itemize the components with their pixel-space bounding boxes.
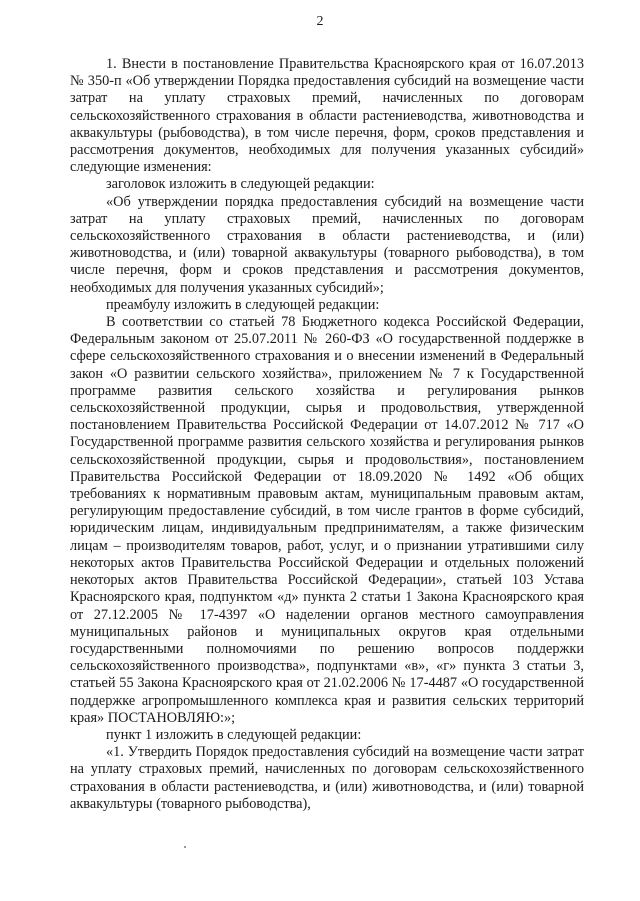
page-number: 2 [316, 14, 324, 29]
paragraph-preamble-instruction: преамбулу изложить в следующей редакции: [106, 296, 380, 313]
paragraph-new-title: «Об утверждении порядка предоставления субсидий на возмещение части затрат на уплату страховых премий, начисленных по договорам сельскохозяйственного страхования в области растениеводства, и (или) животноводства, и (или) товарной аквакультуры (товарного рыбоводства), в том числе перечня, форм и сроков представления и рассмотрения документов, необходимых для получения указанных субсидий»; [70, 193, 584, 296]
scan-speck [184, 846, 186, 848]
document-body [70, 56, 584, 813]
paragraph-amendment-intro: 1. Внести в постановление Правительства Красноярского края от 16.07.2013 № 350-п «Об утверждении Порядка предоставления субсидий на возмещение части затрат на уплату страховых премий, начисленных по договорам сельскохозяйственного страхования в области растениеводства, животноводства и аквакультуры (рыбоводства), в том числе перечня, форм, сроков представления и рассмотрения документов, необходимых для получения указанных субсидий» следующие изменения: [70, 56, 584, 176]
paragraph-point1-instruction: пункт 1 изложить в следующей редакции: [106, 726, 362, 743]
paragraph-new-preamble: В соответствии со статьей 78 Бюджетного кодекса Российской Федерации, Федеральным законом от 25.07.2011 № 260-ФЗ «О государственной поддержке в сфере сельскохозяйственного страхования и о внесении изменений в Федеральный закон «О развитии сельского хозяйства», приложением № 7 к Государственной программе развития сельского хозяйства и регулирования рынков сельскохозяйственной продукции, сырья и продовольствия, утвержденной постановлением Правительства Российской Федерации от 14.07.2012 № 717 «О Государственной программе развития сельского хозяйства и регулирования рынков сельскохозяйственной продукции, сырья и продовольствия», постановлением Правительства Российской Федерации от 18.09.2020 № 1492 «Об общих требованиях к нормативным правовым актам, муниципальным правовым актам, регулирующим предоставление субсидий, в том числе грантов в форме субсидий, юридическим лицам, индивидуальным предпринимателям, а также физическим лицам – производителям товаров, работ, услуг, и о признании утратившими силу некоторых актов Правительства Российской Федерации и отдельных положений некоторых актов Правительства Российской Федерации», статьей 103 Устава Красноярского края, подпунктом «д» пункта 2 статьи 1 Закона Красноярского края от 27.12.2005 № 17-4397 «О наделении органов местного самоуправления муниципальных районов и муниципальных округов края отдельными государственными полномочиями по решению вопросов поддержки сельскохозяйственного производства», подпунктами «в», «г» пункта 3 статьи 3, статьей 55 Закона Красноярского края от 21.02.2006 № 17-4487 «О государственной поддержке агропромышленного комплекса края и развития сельских территорий края» ПОСТАНОВЛЯЮ:»; [70, 314, 584, 726]
paragraph-title-instruction: заголовок изложить в следующей редакции: [106, 176, 375, 193]
paragraph-new-point1: «1. Утвердить Порядок предоставления субсидий на возмещение части затрат на уплату страховых премий, начисленных по договорам сельскохозяйственного страхования в области растениеводства, и (или) животноводства, и (или) товарной аквакультуры (товарного рыбоводства), [70, 744, 584, 812]
